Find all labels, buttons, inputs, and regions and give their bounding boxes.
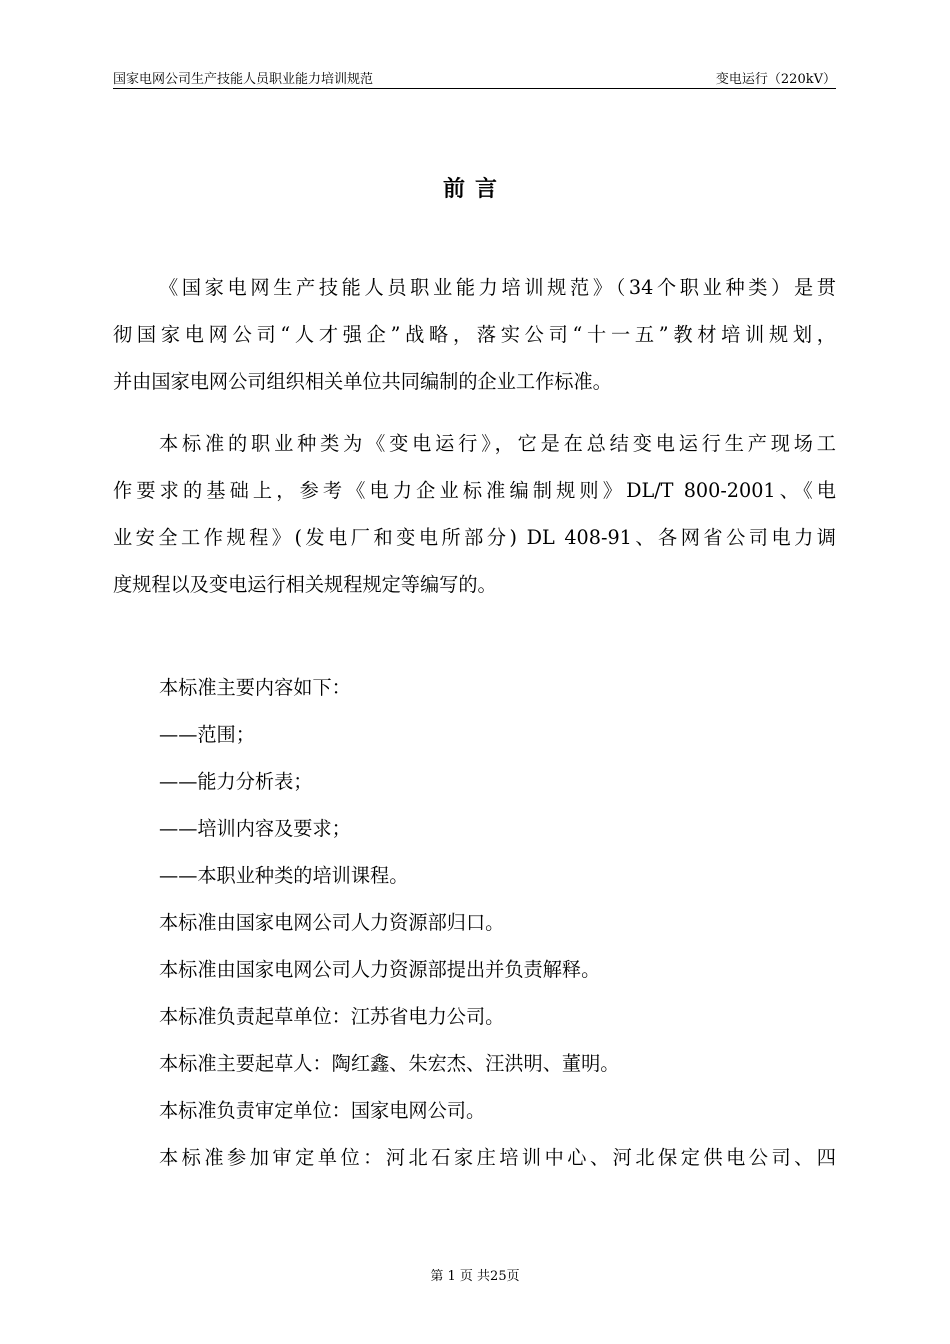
header-section-title: 变电运行（220kV） — [715, 72, 836, 87]
list-item: ——能力分析表； — [159, 770, 313, 793]
paragraph-line: 业安全工作规程》(发电厂和变电所部分) DL 408-91、各网省公司电力调 — [113, 526, 836, 549]
paragraph-line: 《国家电网生产技能人员职业能力培训规范》（34个职业种类）是贯 — [159, 276, 836, 299]
paragraph-line: 作要求的基础上，参考《电力企业标准编制规则》DL/T 800-2001、《电 — [113, 479, 836, 502]
page-title: 前言 — [442, 176, 507, 202]
content-list — [113, 664, 836, 1181]
list-item: ——范围； — [159, 723, 255, 746]
list-item: 本标准由国家电网公司人力资源部提出并负责解释。 — [159, 958, 601, 981]
list-item: 本标准主要起草人：陶红鑫、朱宏杰、汪洪明、董明。 — [159, 1052, 620, 1075]
paragraph-basis — [113, 420, 836, 608]
page-header — [113, 66, 836, 89]
paragraph-line: 彻国家电网公司“人才强企”战略，落实公司“十一五”教材培训规划， — [113, 323, 836, 346]
paragraph-line: 度规程以及变电运行相关规程规定等编写的。 — [113, 573, 497, 596]
list-item: ——本职业种类的培训课程。 — [159, 864, 409, 887]
list-item: 本标准参加审定单位：河北石家庄培训中心、河北保定供电公司、四 — [159, 1146, 836, 1169]
list-item: ——培训内容及要求； — [159, 817, 351, 840]
list-item: 本标准由国家电网公司人力资源部归口。 — [159, 911, 505, 934]
list-item: 本标准主要内容如下： — [159, 676, 351, 699]
header-document-title: 国家电网公司生产技能人员职业能力培训规范 — [113, 72, 374, 87]
paragraph-line: 本标准的职业种类为《变电运行》，它是在总结变电运行生产现场工 — [159, 432, 836, 455]
list-item: 本标准负责审定单位：国家电网公司。 — [159, 1099, 486, 1122]
paragraph-intro — [113, 264, 836, 405]
page-footer: 第 1 页 共25页 — [430, 1269, 520, 1284]
list-item: 本标准负责起草单位：江苏省电力公司。 — [159, 1005, 505, 1028]
paragraph-line: 并由国家电网公司组织相关单位共同编制的企业工作标准。 — [113, 370, 612, 393]
